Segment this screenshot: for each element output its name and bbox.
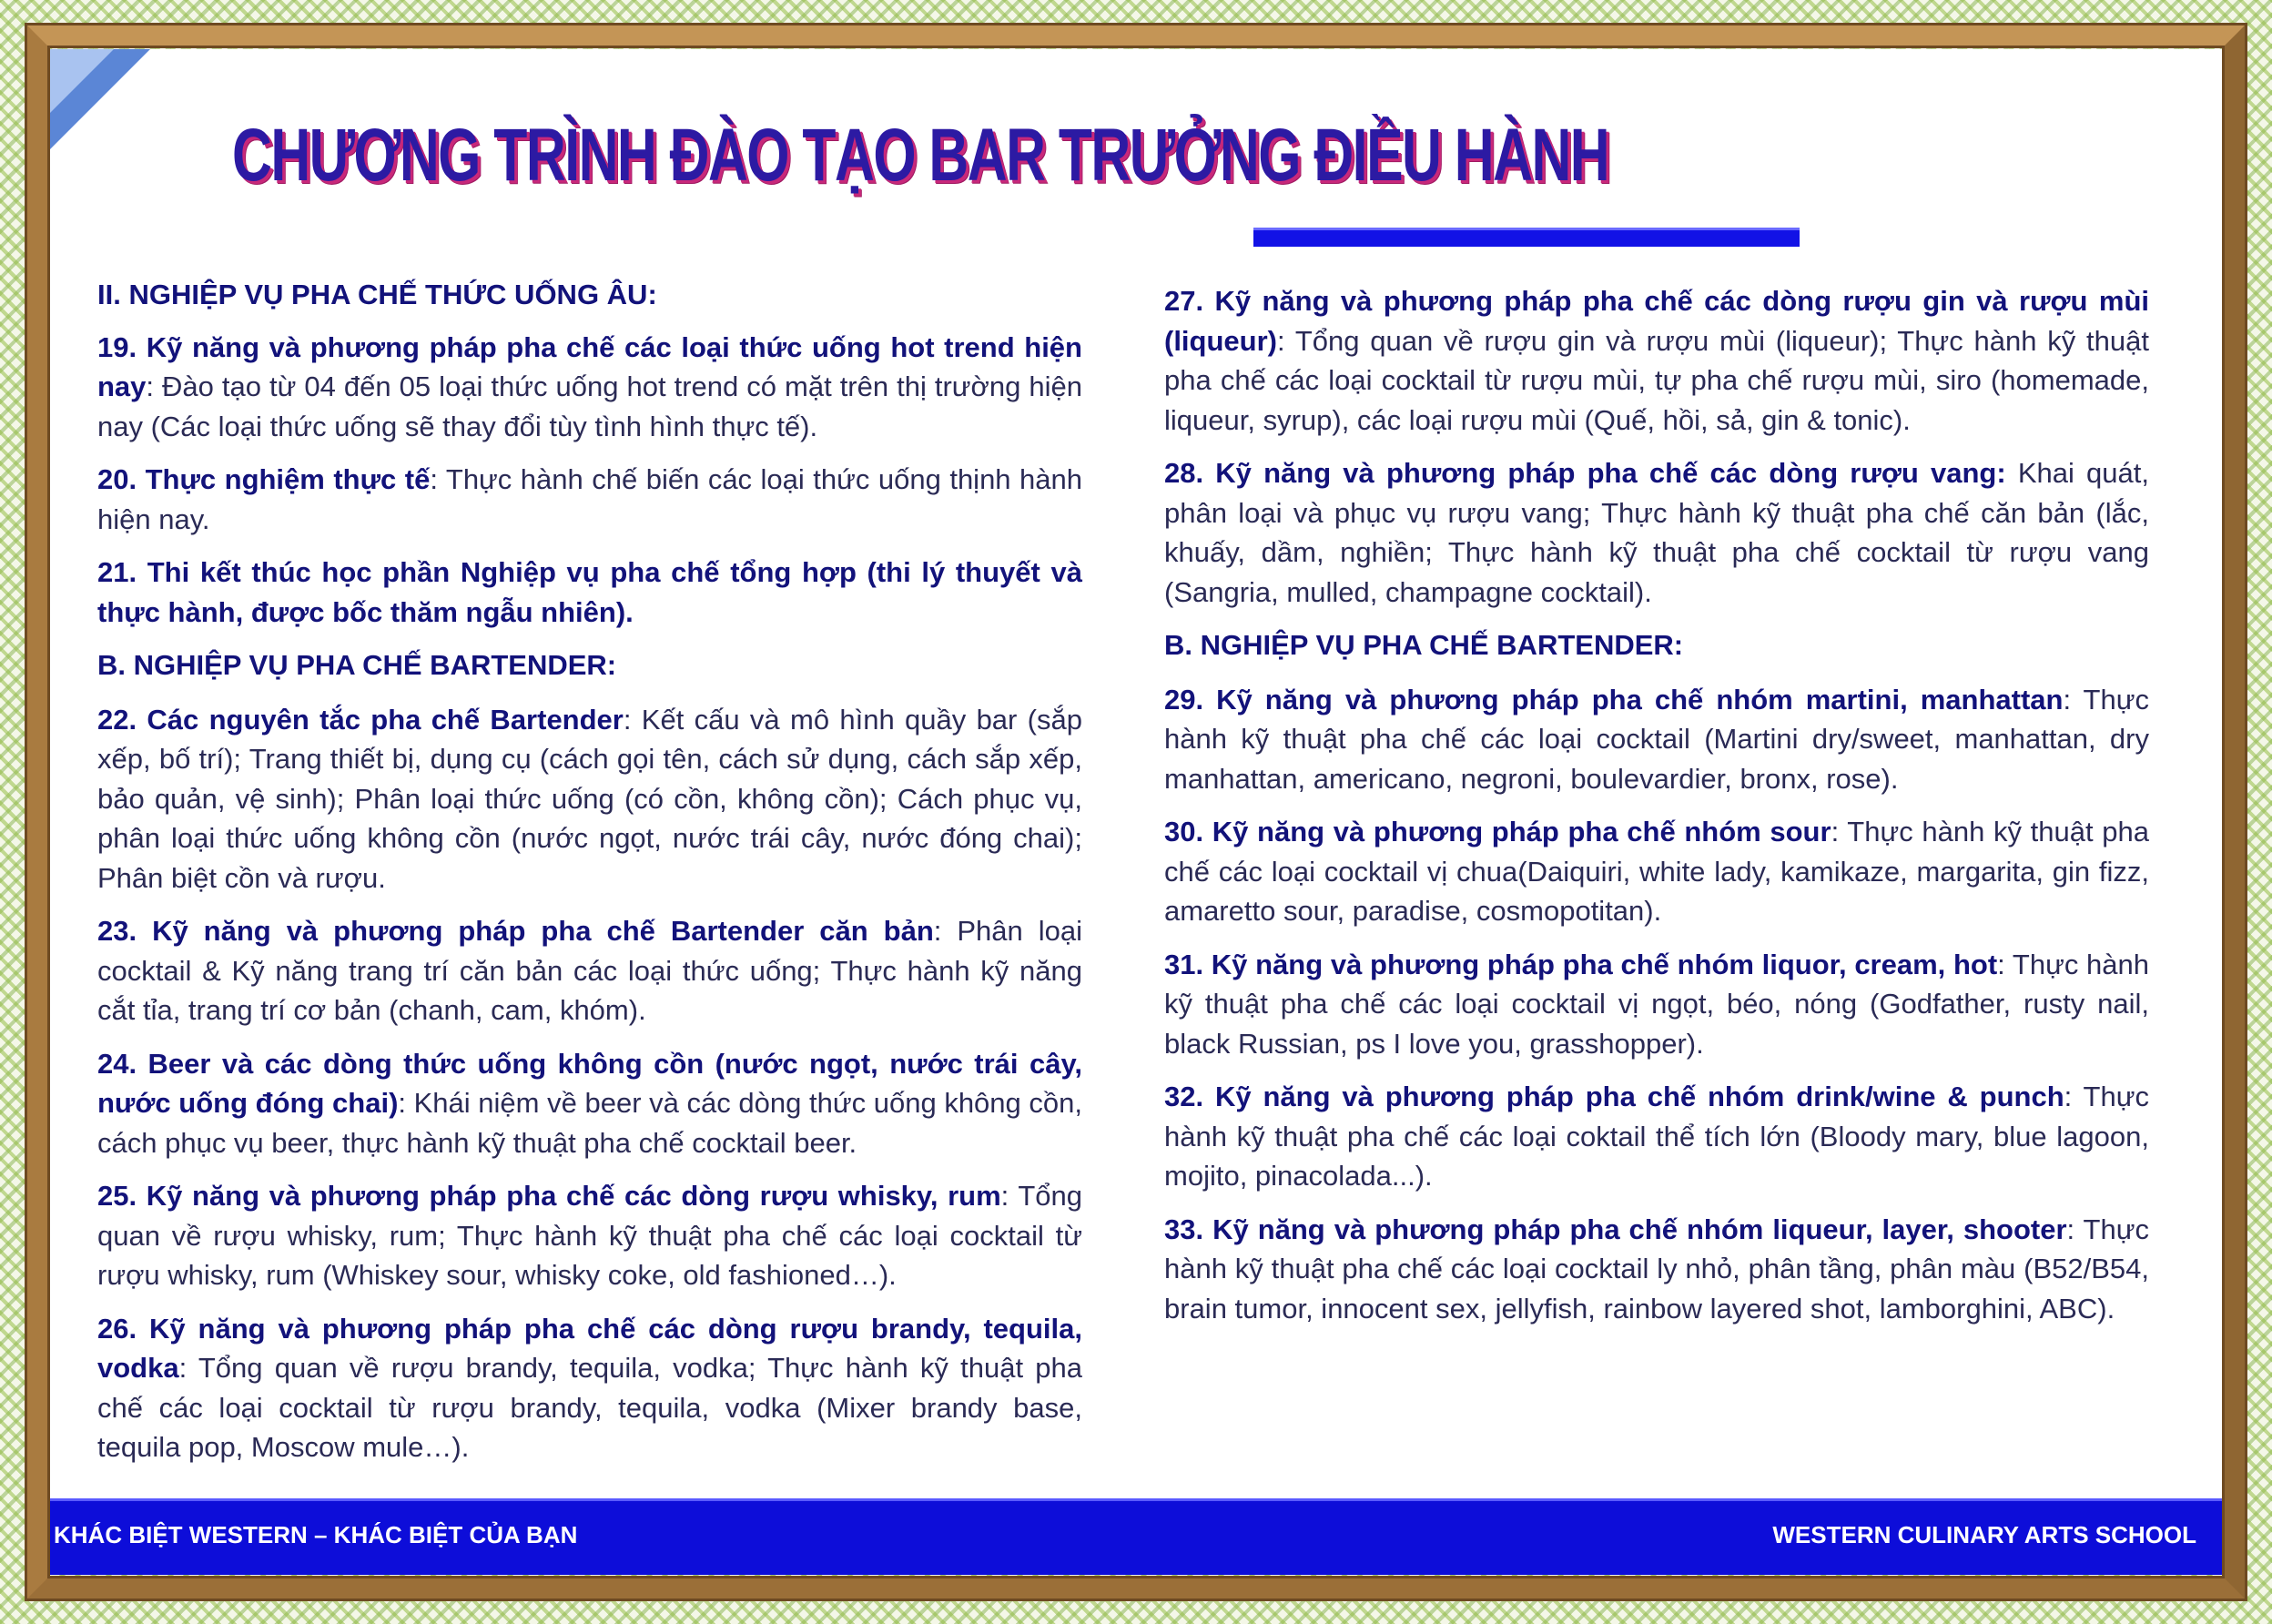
item-28-text: Khai quát, phân loại và phục vụ rượu vang; Thực hành kỹ thuật pha chế căn bản (lắc, khuấy, dầm, nghiền; Thực hành kỹ thuật pha chế cocktail từ rượu vang (Sangria, mulled, champagne cocktail). [1164, 457, 2150, 608]
item-19-lead: 19. Kỹ năng và phương pháp pha chế các loại thức uống hot trend hiện nay [97, 330, 1082, 402]
item-27-lead: 27. Kỹ năng và phương pháp pha chế các dòng rượu gin và rượu mùi (liqueur) [1164, 285, 2149, 357]
item-33-text: : Thực hành kỹ thuật pha chế các loại cocktail ly nhỏ, phân tầng, phân màu (B52/B54, brain tumor, innocent sex, jellyfish, rainbow layered shot, lamborghini, ABC). [1164, 1213, 2149, 1325]
item-32-text: : Thực hành kỹ thuật pha chế các loại coktail thể tích lớn (Bloody mary, blue lagoon, mojito, pinacolada...). [1164, 1081, 2149, 1192]
item-25 [97, 1176, 1082, 1295]
footer-school-name: WESTERN CULINARY ARTS SCHOOL [1772, 1521, 2196, 1548]
footer-slogan: KHÁC BIỆT WESTERN – KHÁC BIỆT CỦA BẠN [54, 1521, 578, 1548]
item-24 [97, 1044, 1082, 1163]
item-31-text: : Thực hành kỹ thuật pha chế các loại cocktail vị ngọt, béo, nóng (Godfather, rusty nail, black Russian, ps I love you, grasshopper). [1164, 948, 2149, 1060]
item-20 [97, 460, 1082, 539]
item-24-lead: 24. Beer và các dòng thức uống không cồn (nước ngọt, nước trái cây, nước uống đóng chai) [97, 1047, 1082, 1119]
title-underline-bar [1253, 228, 1800, 247]
left-column [97, 275, 1082, 1481]
item-27-text: : Tổng quan về rượu gin và rượu mùi (liqueur); Thực hành kỹ thuật pha chế các loại cocktail từ rượu mùi, tự pha chế rượu mùi, siro (homemade, liqueur, syrup), các loại rượu mùi (Quế, hồi, sả, gin & tonic). [1164, 324, 2149, 436]
item-32-lead: 32. Kỹ năng và phương pháp pha chế nhóm drink/wine & punch [1164, 1081, 2064, 1112]
item-26 [97, 1309, 1082, 1467]
item-22-text: : Kết cấu và mô hình quầy bar (sắp xếp, bố trí); Trang thiết bị, dụng cụ (cách gọi tên, cách sử dụng, cách sắp xếp, bảo quản, vệ sinh); Phân loại thức uống (có cồn, không cồn); Cách phục vụ, phân loại thức uống không cồn (nước ngọt, nước trái cây, nước đóng chai); Phân biệt cồn và rượu. [97, 703, 1082, 894]
item-21-lead: 21. Thi kết thúc học phần Nghiệp vụ pha chế tổng hợp (thi lý thuyết và thực hành, được bốc thăm ngẫu nhiên). [97, 556, 1082, 628]
item-23-text: : Phân loại cocktail & Kỹ năng trang trí căn bản các loại thức uống; Thực hành kỹ năng cắt tỉa, trang trí cơ bản (chanh, cam, khóm). [97, 915, 1082, 1026]
right-column [1164, 281, 2149, 1342]
item-33-lead: 33. Kỹ năng và phương pháp pha chế nhóm liqueur, layer, shooter [1164, 1213, 2067, 1245]
item-26-lead: 26. Kỹ năng và phương pháp pha chế các dòng rượu brandy, tequila, vodka [97, 1312, 1082, 1384]
item-25-lead: 25. Kỹ năng và phương pháp pha chế các dòng rượu whisky, rum [97, 1180, 1001, 1212]
document-page [50, 49, 2222, 1575]
item-27 [1164, 281, 2149, 440]
item-30 [1164, 812, 2149, 931]
item-20-lead: 20. Thực nghiệm thực tế [97, 463, 431, 495]
page-title: CHƯƠNG TRÌNH ĐÀO TẠO BAR TRƯỞNG ĐIỀU HÀNH [232, 114, 1609, 197]
footer-bar [50, 1498, 2222, 1575]
item-33 [1164, 1210, 2149, 1329]
item-28-lead: 28. Kỹ năng và phương pháp pha chế các dòng rượu vang: [1164, 457, 2006, 489]
item-24-text: : Khái niệm về beer và các dòng thức uống không cồn, cách phục vụ beer, thực hành kỹ thuật pha chế cocktail beer. [97, 1087, 1082, 1159]
item-22 [97, 700, 1082, 898]
item-25-text: : Tổng quan về rượu whisky, rum; Thực hành kỹ thuật pha chế các loại cocktail từ rượu whisky, rum (Whiskey sour, whisky coke, old fashioned…). [97, 1180, 1082, 1291]
item-30-lead: 30. Kỹ năng và phương pháp pha chế nhóm sour [1164, 816, 1831, 848]
item-23-lead: 23. Kỹ năng và phương pháp pha chế Bartender căn bản [97, 915, 934, 947]
item-29-text: : Thực hành kỹ thuật pha chế các loại cocktail (Martini dry/sweet, manhattan, dry manhattan, americano, negroni, boulevardier, bronx, rose). [1164, 683, 2149, 795]
item-28 [1164, 453, 2149, 612]
item-29-lead: 29. Kỹ năng và phương pháp pha chế nhóm martini, manhattan [1164, 683, 2064, 716]
section-heading-ii: II. NGHIỆP VỤ PHA CHẾ THỨC UỐNG ÂU: [97, 279, 657, 310]
item-23 [97, 911, 1082, 1030]
item-20-text: : Thực hành chế biến các loại thức uống thịnh hành hiện nay. [97, 463, 1082, 535]
item-19-text: : Đào tạo từ 04 đến 05 loại thức uống hot trend có mặt trên thị trường hiện nay (Các loại thức uống sẽ thay đổi tùy tình hình thực tế). [97, 370, 1082, 442]
section-heading-b-left: B. NGHIỆP VỤ PHA CHẾ BARTENDER: [97, 649, 617, 681]
corner-fold-highlight [50, 49, 114, 113]
item-30-text: : Thực hành kỹ thuật pha chế các loại cocktail vị chua(Daiquiri, white lady, kamikaze, margarita, gin fizz, amaretto sour, paradise, cosmopotitan). [1164, 816, 2149, 927]
item-31-lead: 31. Kỹ năng và phương pháp pha chế nhóm liquor, cream, hot [1164, 948, 1998, 980]
item-32 [1164, 1077, 2149, 1196]
item-22-lead: 22. Các nguyên tắc pha chế Bartender [97, 703, 624, 736]
item-21 [97, 553, 1082, 632]
section-heading-b-right: B. NGHIỆP VỤ PHA CHẾ BARTENDER: [1164, 629, 1684, 661]
item-31 [1164, 945, 2149, 1064]
item-26-text: : Tổng quan về rượu brandy, tequila, vodka; Thực hành kỹ thuật pha chế các loại cocktail từ rượu brandy, tequila, vodka (Mixer brandy base, tequila pop, Moscow mule…). [97, 1352, 1082, 1463]
item-19 [97, 328, 1082, 447]
item-29 [1164, 680, 2149, 799]
